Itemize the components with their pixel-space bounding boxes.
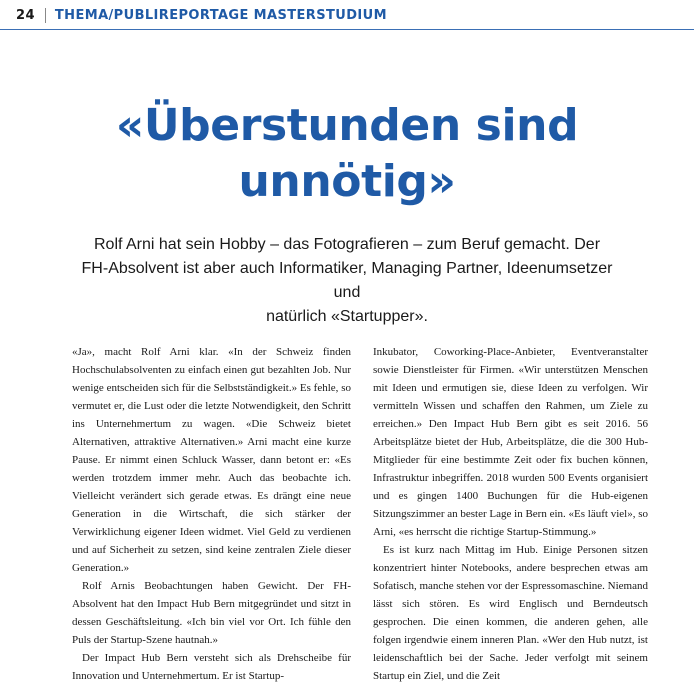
lead-line-2: FH-Absolvent ist aber auch Informatiker, Managing Partner, Ideenumsetzer und	[81, 260, 613, 301]
header-divider	[45, 8, 46, 23]
headline	[80, 98, 614, 210]
body-column-2	[373, 343, 648, 685]
body-column-1	[72, 343, 351, 685]
lead-line-3: natürlich «Startupper».	[266, 308, 428, 325]
running-header	[16, 8, 387, 23]
headline-line-2: unnötig»	[238, 156, 456, 207]
body-paragraph: Es ist kurz nach Mittag im Hub. Einige Personen sitzen konzentriert hinter Notebooks, andere besprechen etwas am Sofatisch, manche stehen vor der Espressomaschine. Niemand lässt sich stören. Es wird Englisch und Berndeutsch gesprochen. Die einen kommen, die anderen gehen, alle folgen irgendwie einem inneren Plan. «Wer den Hub nutzt, ist leidenschaftlich bei der Sache. Jeder verfolgt mit seinem Startup ein Ziel, und die Zeit	[373, 544, 648, 682]
page-number: 24	[16, 8, 35, 23]
body-paragraph: Rolf Arnis Beobachtungen haben Gewicht. Der FH-Absolvent hat den Impact Hub Bern mitgegründet und sitzt in dessen Geschäftsleitung. «Ich bin viel vor Ort. Ich fühle den Puls der Startup-Szene hautnah.»	[72, 580, 351, 646]
section-title: THEMA/PUBLIREPORTAGE MASTERSTUDIUM	[54, 8, 387, 23]
body-paragraph: Inkubator, Coworking-Place-Anbieter, Eventveranstalter sowie Dienstleister für Firmen. «Wir unterstützen Menschen mit Ideen und ermutigen sie, diese Ideen zu verfolgen. Wir vermitteln Wissen und schaffen den Rahmen, um Ziele zu erreichen.» Den Impact Hub Bern gibt es seit 2016. 56 Arbeitsplätze bietet der Hub, Arbeitsplätze, die die 300 Hub-Mitglieder für eine bestimmte Zeit oder fix buchen können, Infrastruktur inbegriffen. 2018 wurden 500 Events organisiert und es gingen 1400 Buchungen für die Hub-eigenen Sitzungszimmer an bester Lage in Bern ein. «Es läuft viel», so Arni, «es herrscht die richtige Startup-Stimmung.»	[373, 346, 648, 538]
body-columns	[72, 343, 648, 685]
body-paragraph: Der Impact Hub Bern versteht sich als Drehscheibe für Innovation und Unternehmertum. Er ist Startup-	[72, 652, 351, 682]
lead-line-1: Rolf Arni hat sein Hobby – das Fotografieren – zum Beruf gemacht. Der	[93, 236, 601, 253]
body-paragraph: «Ja», macht Rolf Arni klar. «In der Schweiz finden Hochschulabsolventen zu einfach einen gut bezahlten Job. Nur wenige entscheiden sich für die Selbstständigkeit.» Es fehle, so vermutet er, die Lust oder die letzte Notwendigkeit, den Schritt ins Unternehmertum zu wagen. «Die Schweiz bietet Alternativen, attraktive Alternativen.» Arni macht eine kurze Pause. Er nimmt einen Schluck Wasser, dann betont er: «Es werden trotzdem immer mehr. Auch das beobachte ich. Vielleicht verändert sich gerade etwas. Es drängt eine neue Generation in die Wirtschaft, die sich stärker der Verwirklichung eigener Ideen widmet. Viel Geld zu verdienen und auf Sicherheit zu setzen, sind keine zentralen Ziele dieser Generation.»	[72, 346, 351, 574]
header-rule	[0, 29, 694, 30]
lead-paragraph	[70, 233, 624, 329]
headline-line-1: «Überstunden sind	[115, 100, 579, 151]
